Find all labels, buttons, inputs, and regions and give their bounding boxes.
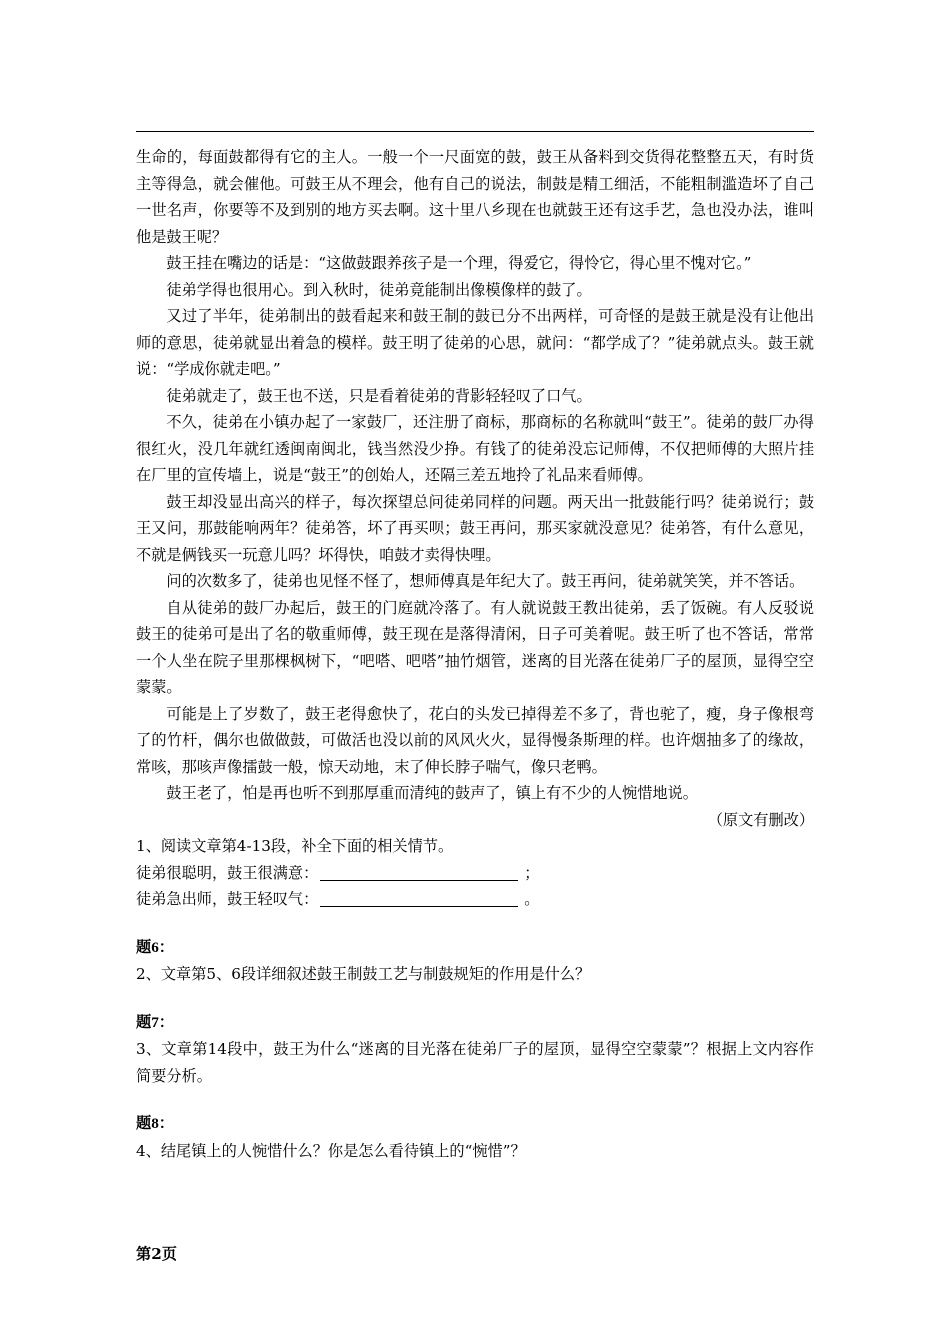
question-4-text: 4、结尾镇上的人惋惜什么？你是怎么看待镇上的“惋惜”？ (136, 1141, 526, 1160)
question-2-text: 2、文章第5、6段详细叙述鼓王制鼓工艺与制鼓规矩的作用是什么？ (136, 965, 591, 983)
paragraph: 自从徒弟的鼓厂办起后，鼓王的门庭就冷落了。有人就说鼓王教出徒弟，丢了饭碗。有人反驳说鼓王的徒弟可是出了名的敬重师傅，鼓王现在是落得清闲，日子可美着呢。鼓王听了也不答话，常常一个人坐在院子里那棵枫树下，“吧嗒、吧嗒”抽竹烟管，迷离的目光落在徒弟厂子的屋顶，显得空空蒙蒙。 (136, 598, 814, 696)
paragraph: 生命的，每面鼓都得有它的主人。一般一个一尺面宽的鼓，鼓王从备料到交货得花整整五天，有时货主等得急，就会催他。可鼓王从不理会，他有自己的说法，制鼓是精工细活，不能粗制滥造坏了自己一世名声，你要等不及到别的地方买去啊。这十里八乡现在也就鼓王还有这手艺，急也没办法，谁叫他是鼓王呢？ (136, 148, 814, 246)
paragraph: 鼓王老了，怕是再也听不到那厚重而清纯的鼓声了，镇上有不少的人惋惜地说。 (166, 784, 698, 802)
paragraph: 鼓王挂在嘴边的话是：“这做鼓跟养孩子是一个理，得爱它，得怜它，得心里不愧对它。” (166, 254, 752, 272)
top-rule (136, 131, 814, 132)
question-1-text: 1、阅读文章第4-13段，补全下面的相关情节。 (136, 837, 454, 855)
line-1-label: 徒弟很聪明，鼓王很满意： (136, 863, 319, 882)
page-number: 第2页 (136, 1245, 177, 1263)
paragraph: 可能是上了岁数了，鼓王老得愈快了，花白的头发已掉得差不多了，背也驼了，瘦，身子像根弯了的竹杆，偶尔也做做鼓，可做活也没以前的风风火火，显得慢条斯理的样。也许烟抽多了的缘故，常咳，那咳声像擂鼓一般，惊天动地，末了伸长脖子喘气，像只老鸭。 (136, 704, 814, 776)
question-8-heading: 题8： (136, 1115, 174, 1132)
document-body (136, 144, 814, 1164)
answer-blank-1[interactable] (320, 864, 518, 881)
paragraph: 问的次数多了，徒弟也见怪不怪了，想师傅真是年纪大了。鼓王再问，徒弟就笑笑，并不答话。 (166, 572, 805, 590)
line-2-label: 徒弟急出师，鼓王轻叹气： (136, 890, 319, 908)
line-1-end: ； (524, 863, 540, 882)
paragraph: 徒弟就走了，鼓王也不送，只是看着徒弟的背影轻轻叹了口气。 (166, 386, 592, 405)
question-1-line-1 (136, 860, 814, 887)
source-note: （原文有删改） (707, 810, 814, 829)
answer-blank-2[interactable] (320, 890, 518, 907)
paragraph: 鼓王却没显出高兴的样子，每次探望总问徒弟同样的问题。两天出一批鼓能行吗？徒弟说行；鼓王又问，那鼓能响两年？徒弟答，坏了再买呗；鼓王再问，那买家就没意见？徒弟答，有什么意见，不就是俩钱买一玩意儿吗？坏得快，咱鼓才卖得快哩。 (136, 492, 814, 564)
paragraph: 不久，徒弟在小镇办起了一家鼓厂，还注册了商标，那商标的名称就叫“鼓王”。徒弟的鼓厂办得很红火，没几年就红透闽南闽北，钱当然没少挣。有钱了的徒弟没忘记师傅，不仅把师傅的大照片挂在厂里的宣传墙上，说是“鼓王”的创始人，还隔三差五地拎了礼品来看师傅。 (136, 413, 814, 484)
line-2-end: 。 (524, 890, 540, 908)
question-3-text: 3、文章第14段中，鼓王为什么“迷离的目光落在徒弟厂子的屋顶，显得空空蒙蒙”？根据上文内容作简要分析。 (136, 1040, 814, 1085)
question-1-line-2 (136, 886, 814, 913)
question-6-heading: 题6： (136, 938, 174, 956)
paragraph: 徒弟学得也很用心。到入秋时，徒弟竟能制出像模像样的鼓了。 (166, 280, 592, 299)
paragraph: 又过了半年，徒弟制出的鼓看起来和鼓王制的鼓已分不出两样，可奇怪的是鼓王就是没有让他出师的意思，徒弟就显出着急的模样。鼓王明了徒弟的心思，就问：“都学成了？”徒弟就点头。鼓王就说：“学成你就走吧。” (136, 307, 814, 378)
question-7-heading: 题7： (136, 1013, 174, 1031)
